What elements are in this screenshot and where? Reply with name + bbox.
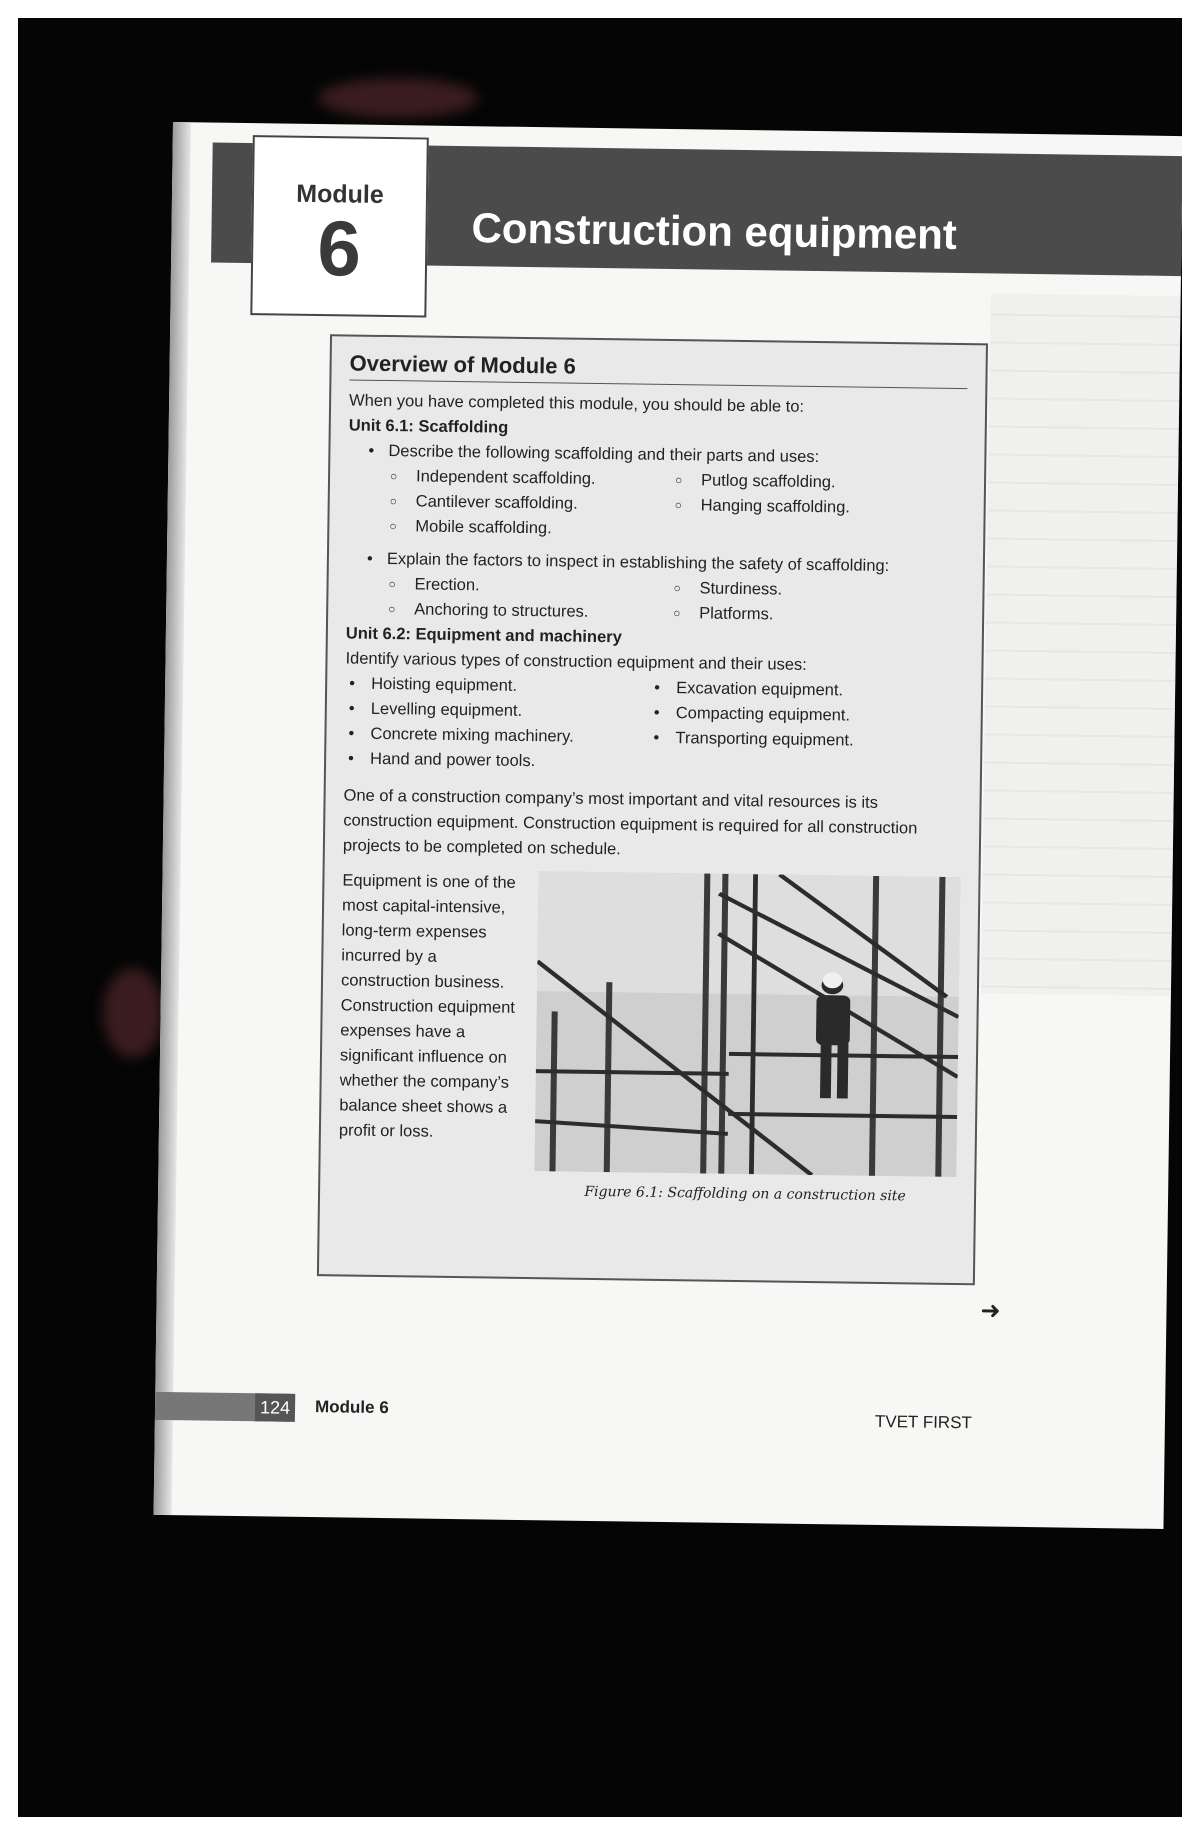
list-item: ○ Mobile scaffolding. bbox=[389, 514, 674, 543]
unit-6-2-title: Unit 6.2: Equipment and machinery bbox=[345, 624, 622, 647]
scan-background bbox=[18, 18, 1182, 1817]
list-item: • Levelling equipment. bbox=[349, 697, 654, 726]
list-item: ○ Cantilever scaffolding. bbox=[390, 489, 675, 518]
list-item: • Excavation equipment. bbox=[654, 676, 963, 705]
page-number: 124 bbox=[255, 1393, 295, 1422]
figure-caption: Figure 6.1: Scaffolding on a construction site bbox=[584, 1183, 906, 1205]
overview-intro: When you have completed this module, you should be able to: bbox=[349, 391, 805, 416]
list-item: ○ Anchoring to structures. bbox=[388, 597, 673, 626]
list-item: • Concrete mixing machinery. bbox=[348, 722, 653, 751]
unit-6-1-title: Unit 6.1: Scaffolding bbox=[348, 416, 509, 437]
list-item: ○ Putlog scaffolding. bbox=[675, 468, 966, 497]
overview-title: Overview of Module 6 bbox=[349, 350, 967, 389]
book-page bbox=[154, 122, 1182, 1529]
list-item: ○ Hanging scaffolding. bbox=[675, 493, 966, 522]
figure-section bbox=[338, 868, 961, 1210]
list-item: ○ Sturdiness. bbox=[673, 576, 964, 605]
list-item: • Compacting equipment. bbox=[654, 701, 963, 730]
page-title: Construction equipment bbox=[471, 204, 958, 258]
figure bbox=[534, 871, 961, 1210]
equipment-list bbox=[344, 671, 963, 780]
list-item: ○ Platforms. bbox=[673, 601, 964, 630]
module-label: Module bbox=[296, 179, 384, 209]
thumb-shadow bbox=[103, 968, 163, 1058]
side-text: Equipment is one of the most capital-intensive, long-term expenses incurred by a construction business. Construction equipment expenses have a significant influence on whether the company’s balance sheet shows a profit or loss. bbox=[338, 871, 516, 1141]
list-item: • Transporting equipment. bbox=[653, 726, 962, 755]
bleed-through bbox=[981, 293, 1181, 996]
list-item: • Hoisting equipment. bbox=[349, 672, 654, 701]
scaffolding-types bbox=[387, 464, 966, 547]
unit-6-1-list bbox=[346, 438, 966, 630]
footer-module: Module 6 bbox=[314, 1397, 389, 1418]
list-item bbox=[366, 547, 965, 630]
scaffolding-bullet: Describe the following scaffolding and their parts and uses: bbox=[388, 442, 820, 467]
arrow-right-icon: ➜ bbox=[980, 1297, 1001, 1325]
list-item: ○ Independent scaffolding. bbox=[390, 464, 675, 493]
list-item: ○ Erection. bbox=[388, 572, 673, 601]
module-badge bbox=[250, 135, 428, 317]
overview-box bbox=[317, 334, 988, 1285]
equipment-paragraph: One of a construction company’s most important and vital resources is its construction equipment. Construction equipment is required for all construction projects to be completed on schedule. bbox=[342, 786, 918, 859]
book-spine bbox=[154, 122, 191, 1515]
list-item bbox=[367, 439, 966, 547]
list-item: • Hand and power tools. bbox=[348, 747, 653, 776]
footer-brand: TVET FIRST bbox=[874, 1411, 973, 1433]
safety-bullet: Explain the factors to inspect in establishing the safety of scaffolding: bbox=[386, 550, 890, 576]
module-number: 6 bbox=[316, 204, 362, 293]
scaffolding-photo bbox=[534, 871, 960, 1177]
unit-6-2-intro: Identify various types of construction equipment and their uses: bbox=[345, 649, 807, 674]
hand-shadow bbox=[318, 78, 478, 118]
safety-factors bbox=[386, 572, 965, 630]
